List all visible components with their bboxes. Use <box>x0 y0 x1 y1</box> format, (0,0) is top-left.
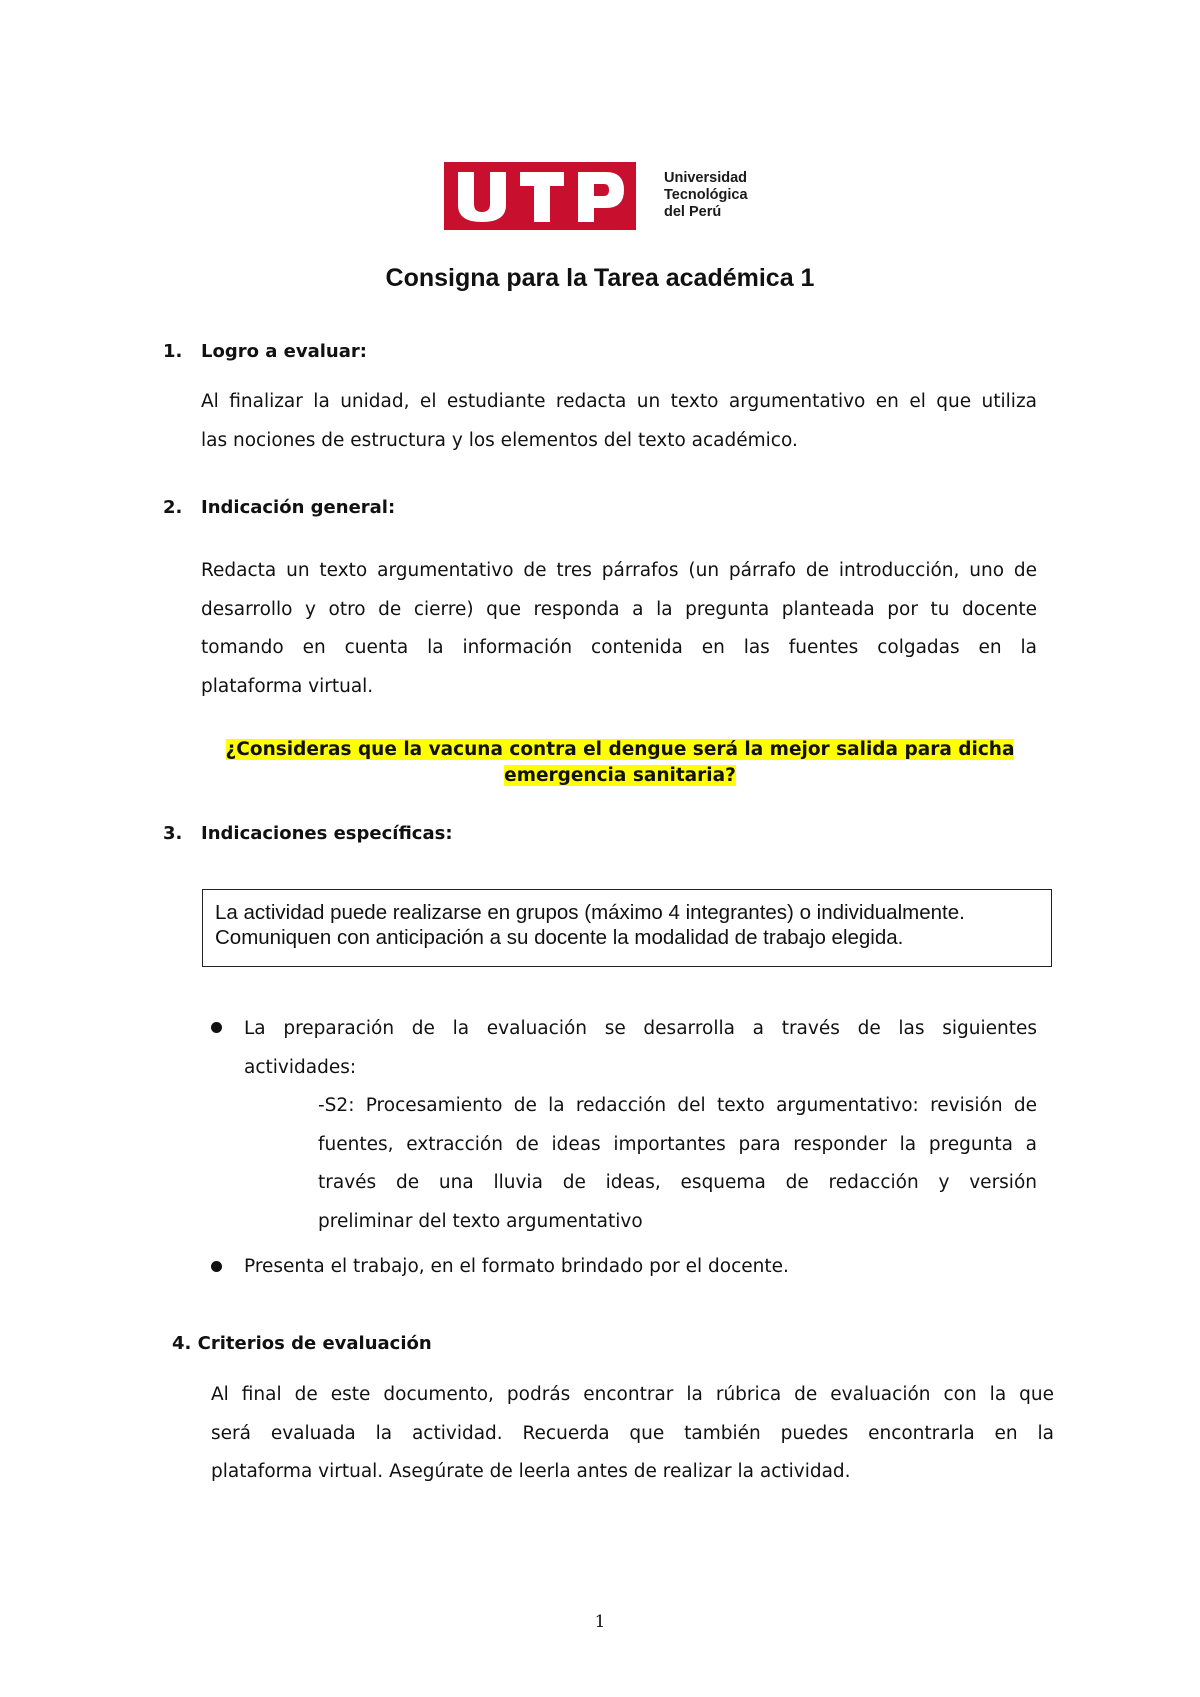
question-line-1: ¿Consideras que la vacuna contra el dengue será la mejor salida para dicha <box>225 739 1015 760</box>
section-3-number: 3. <box>163 823 183 844</box>
utp-letters-graphic <box>444 162 636 230</box>
section-3-heading: Indicaciones específicas: <box>201 823 453 844</box>
s2-line-3: tomando en cuenta la información contenida en las fuentes colgadas en la <box>201 637 1037 658</box>
utp-logo-wordmark <box>664 170 774 221</box>
section-2-heading: Indicación general: <box>201 497 396 518</box>
s2-line-4: plataforma virtual. <box>201 675 374 697</box>
section-1-paragraph <box>201 383 1037 460</box>
s2-line-1: Redacta un texto argumentativo de tres párrafos (un párrafo de introducción, uno de <box>201 560 1037 581</box>
bullet-icon <box>211 1022 222 1033</box>
s2-line-2: desarrollo y otro de cierre) que responda a la pregunta planteada por tu docente <box>201 598 1037 620</box>
logo-word-1: Universidad <box>664 170 747 186</box>
sub-activity-text <box>318 1087 1037 1241</box>
section-2-number: 2. <box>163 497 183 518</box>
s4-line-3: plataforma virtual. Asegúrate de leerla antes de realizar la actividad. <box>211 1461 851 1482</box>
sub-line-1: -S2: Procesamiento de la redacción del texto argumentativo: revisión de <box>318 1095 1037 1116</box>
question-line-2: emergencia sanitaria? <box>504 765 736 786</box>
section-1-number: 1. <box>163 341 183 362</box>
s1-line-1: Al finalizar la unidad, el estudiante redacta un texto argumentativo en el que utiliza <box>201 391 1037 412</box>
bullet-1-line-2: actividades: <box>244 1056 357 1078</box>
sub-line-3: través de una lluvia de ideas, esquema de redacción y versión <box>318 1172 1037 1193</box>
section-4-paragraph <box>211 1376 1054 1492</box>
s4-line-2: será evaluada la actividad. Recuerda que también puedes encontrarla en la <box>211 1422 1054 1444</box>
section-1-heading: Logro a evaluar: <box>201 341 367 362</box>
logo-word-3: del Perú <box>664 204 722 220</box>
sub-line-2: fuentes, extracción de ideas importantes para responder la pregunta a <box>318 1133 1037 1155</box>
document-title: Consigna para la Tarea académica 1 <box>385 264 815 292</box>
utp-logo <box>444 162 760 230</box>
note-line-1: La actividad puede realizarse en grupos (máximo 4 integrantes) o individualmente. <box>215 901 965 924</box>
section-2-paragraph <box>201 552 1037 706</box>
highlighted-question <box>200 737 1040 789</box>
note-line-2: Comuniquen con anticipación a su docente la modalidad de trabajo elegida. <box>215 926 904 949</box>
bullet-2-text: Presenta el trabajo, en el formato brindado por el docente. <box>244 1256 789 1277</box>
s1-line-2: las nociones de estructura y los elementos del texto académico. <box>201 429 798 451</box>
section-4-heading: 4. Criterios de evaluación <box>172 1333 432 1354</box>
bullet-icon <box>211 1261 222 1272</box>
sub-line-4: preliminar del texto argumentativo <box>318 1210 643 1232</box>
note-box <box>202 889 1052 967</box>
page-number: 1 <box>594 1612 606 1632</box>
logo-word-2: Tecnológica <box>664 187 748 203</box>
s4-line-1: Al final de este documento, podrás encontrar la rúbrica de evaluación con la que <box>211 1384 1054 1405</box>
bullet-1-text <box>244 1010 1037 1087</box>
utp-logo-mark <box>444 162 636 230</box>
bullet-1-line-1: La preparación de la evaluación se desarrolla a través de las siguientes <box>244 1018 1037 1039</box>
